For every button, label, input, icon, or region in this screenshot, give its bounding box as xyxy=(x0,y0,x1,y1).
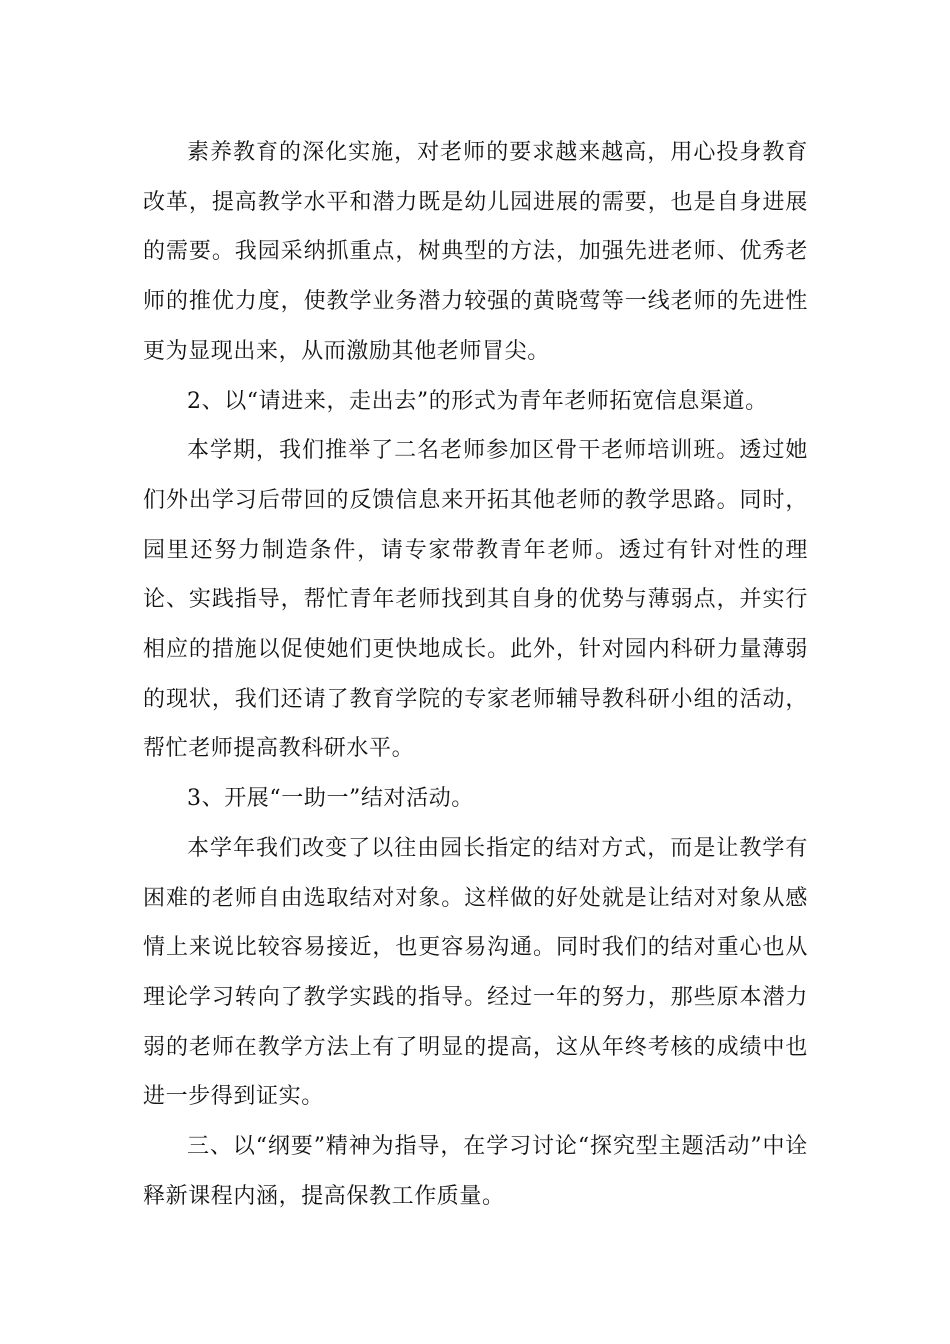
document-body xyxy=(143,128,808,1221)
heading-item-3: 3、开展“一助一”结对活动。 xyxy=(187,786,474,812)
paragraph-training: 本学期，我们推举了二名老师参加区骨干老师培训班。透过她们外出学习后带回的反馈信息来开拓其他老师的教学思路。同时，园里还努力制造条件，请专家带教青年老师。透过有针对性的理论、实践指导，帮忙青年老师找到其自身的优势与薄弱点，并实行相应的措施以促使她们更快地成长。此外，针对园内科研力量薄弱的现状，我们还请了教育学院的专家老师辅导教科研小组的活动，帮忙老师提高教科研水平。 xyxy=(143,438,808,762)
paragraph-teacher-quality: 素养教育的深化实施，对老师的要求越来越高，用心投身教育改革，提高教学水平和潜力既是幼儿园进展的需要，也是自身进展的需要。我园采纳抓重点，树典型的方法，加强先进老师、优秀老师的推优力度，使教学业务潜力较强的黄晓莺等一线老师的先进性更为显现出来，从而激励其他老师冒尖。 xyxy=(143,140,808,364)
heading-item-2: 2、以“请进来，走出去”的形式为青年老师拓宽信息渠道。 xyxy=(187,388,768,414)
heading-section-three: 三、以“纲要”精神为指导，在学习讨论“探究型主题活动”中诠释新课程内涵，提高保教工作质量。 xyxy=(143,1134,808,1209)
paragraph-pairing: 本学年我们改变了以往由园长指定的结对方式，而是让教学有困难的老师自由选取结对对象。这样做的好处就是让结对对象从感情上来说比较容易接近，也更容易沟通。同时我们的结对重心也从理论学习转向了教学实践的指导。经过一年的努力，那些原本潜力弱的老师在教学方法上有了明显的提高，这从年终考核的成绩中也进一步得到证实。 xyxy=(143,835,808,1110)
